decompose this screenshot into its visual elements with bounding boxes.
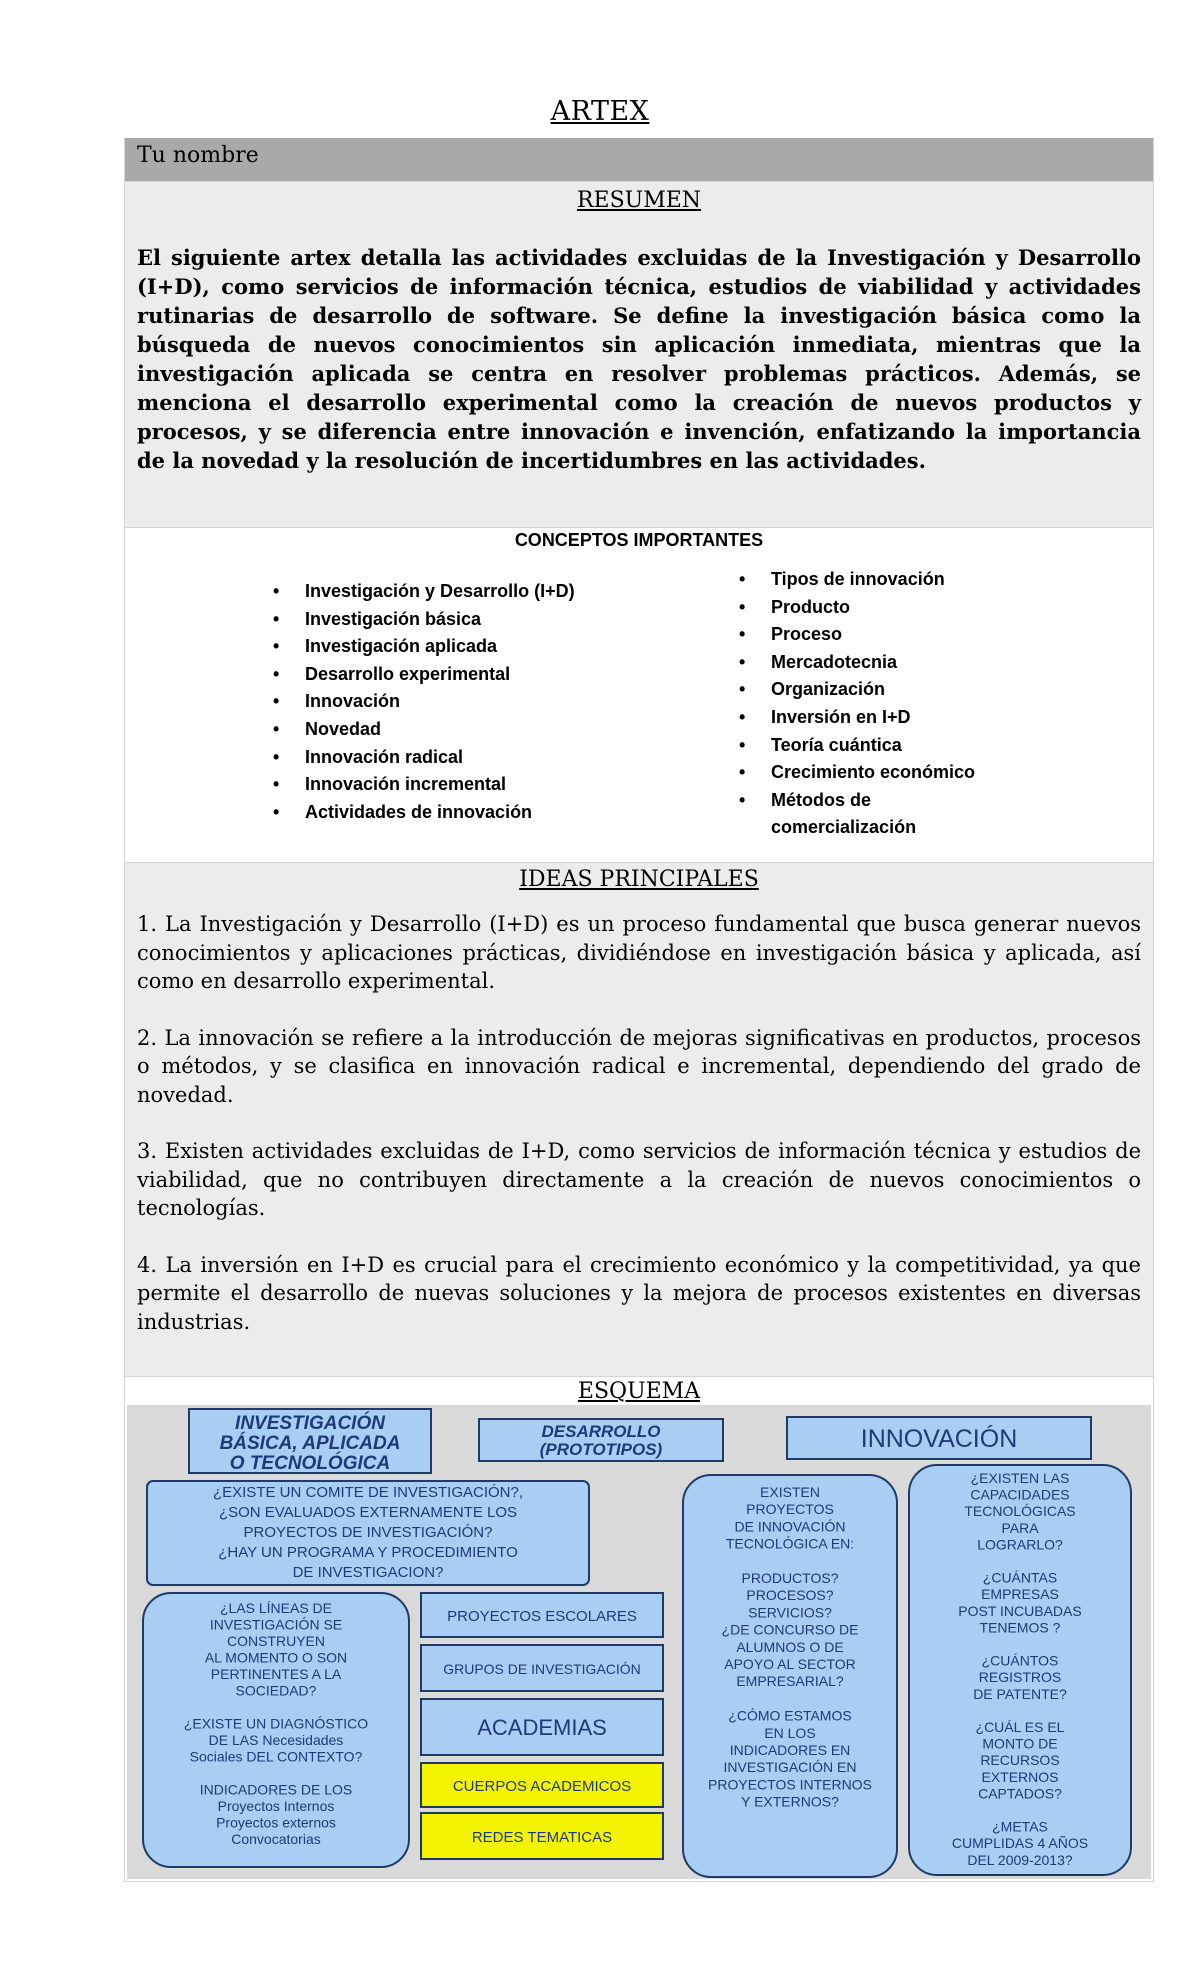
diagram-line: PRODUCTOS? xyxy=(741,1570,839,1586)
diagram-line: INVESTIGACIÓN SE xyxy=(209,1616,343,1633)
diagram-line: ¿DE CONCURSO DE xyxy=(721,1621,859,1638)
concept-item: • Actividades de innovación xyxy=(271,799,601,827)
diagram-line: Y EXTERNOS? xyxy=(741,1793,839,1810)
diagram-line: PROYECTOS INTERNOS xyxy=(708,1776,872,1793)
diagram-line: BÁSICA, APLICADA xyxy=(219,1433,401,1454)
diagram-line xyxy=(788,1690,792,1706)
concept-item: • Desarrollo experimental xyxy=(271,661,601,689)
mid-box-redes-tematicas-text: REDES TEMATICAS xyxy=(471,1829,613,1846)
esquema-heading: ESQUEMA xyxy=(577,1379,701,1404)
diagram-line: ¿EXISTE UN DIAGNÓSTICO xyxy=(183,1715,369,1732)
diagram-line: DEL 2009-2013? xyxy=(967,1851,1073,1868)
diagram-line: ¿EXISTE UN COMITE DE INVESTIGACIÓN?, xyxy=(212,1484,524,1501)
diagram-line: ¿EXISTEN LAS xyxy=(970,1470,1070,1486)
ideas-heading: IDEAS PRINCIPALES xyxy=(519,867,759,892)
concept-item: • Investigación y Desarrollo (I+D) xyxy=(271,578,601,606)
diagram-line: RECURSOS xyxy=(980,1752,1060,1769)
diagram-line: CAPTADOS? xyxy=(978,1785,1062,1802)
mid-box-grupos-investigacion-text: GRUPOS DE INVESTIGACIÓN xyxy=(443,1661,641,1677)
diagram-line: ¿LAS LÍNEAS DE xyxy=(219,1600,333,1616)
esquema-diagram xyxy=(127,1405,1151,1879)
diagram-line: INDICADORES EN xyxy=(729,1742,851,1758)
diagram-line: (PROTOTIPOS) xyxy=(539,1440,663,1459)
diagram-line: APOYO AL SECTOR xyxy=(724,1656,856,1672)
diagram-line: CUMPLIDAS 4 AÑOS xyxy=(951,1835,1089,1852)
diagram-line: ¿SON EVALUADOS EXTERNAMENTE LOS xyxy=(218,1504,518,1521)
diagram-line xyxy=(1018,1636,1022,1652)
concept-item: • Inversión en I+D xyxy=(737,704,997,732)
document-title: ARTEX xyxy=(550,96,650,127)
diagram-line: Proyectos externos xyxy=(216,1814,336,1831)
concept-item: • Crecimiento económico xyxy=(737,759,997,787)
ideas-section xyxy=(124,863,1154,1377)
diagram-line: Convocatorias xyxy=(231,1831,321,1847)
concept-item: • Proceso xyxy=(737,621,997,649)
conceptos-heading: CONCEPTOS IMPORTANTES xyxy=(514,530,764,550)
conceptos-list-left xyxy=(271,578,601,826)
diagram-line: INVESTIGACIÓN EN xyxy=(723,1759,857,1776)
diagram-line: INDICADORES DE LOS xyxy=(199,1781,353,1798)
diagram-line: PROYECTOS DE INVESTIGACIÓN? xyxy=(243,1524,493,1541)
diagram-line: DE INNOVACIÓN xyxy=(734,1518,846,1535)
diagram-line: TECNOLÓGICAS xyxy=(964,1503,1076,1520)
resumen-text: El siguiente artex detalla las actividades excluidas de la Investigación y Desarrollo (I+D), como servicios de información técnica, estudios de viabilidad y actividades rutinarias de desarrollo de software. Se define la investigación básica como la búsqueda de nuevos conocimientos sin aplicación inmediata, mientras que la investigación aplicada se centra en resolver problemas prácticos. Además, se menciona el desarrollo experimental como la creación de nuevos productos y procesos, y se diferencia entre innovación e invención, enfatizando la importancia de la novedad y la resolución de incertidumbres en las actividades. xyxy=(137,245,1141,473)
concept-item: • Organización xyxy=(737,676,997,704)
diagram-line xyxy=(1018,1553,1022,1569)
header-investigacion-text xyxy=(220,1412,401,1474)
diagram-line: ALUMNOS O DE xyxy=(736,1638,844,1655)
diagram-line: EN LOS xyxy=(764,1724,816,1741)
mid-box-proyectos-escolares-text: PROYECTOS ESCOLARES xyxy=(447,1608,637,1625)
diagram-line: ¿CÓMO ESTAMOS xyxy=(728,1707,852,1724)
idea-paragraph: 3. Existen actividades excluidas de I+D, como servicios de información técnica y estudios de viabilidad, que no contribuyen directamente a la creación de nuevos conocimientos o tecnologías. xyxy=(137,1139,1141,1220)
mid-box-cuerpos-academicos-text: CUERPOS ACADEMICOS xyxy=(452,1778,632,1795)
diagram-line: LOGRARLO? xyxy=(977,1536,1063,1553)
diagram-line: SOCIEDAD? xyxy=(235,1682,317,1699)
diagram-line: REGISTROS xyxy=(978,1669,1062,1686)
diagram-line: DE PATENTE? xyxy=(973,1685,1067,1702)
concept-item: • Innovación xyxy=(271,688,601,716)
conceptos-section xyxy=(124,528,1154,863)
diagram-line: PERTINENTES A LA xyxy=(210,1666,342,1682)
diagram-line: ¿CUÁNTAS xyxy=(982,1569,1058,1586)
concept-item: • Novedad xyxy=(271,716,601,744)
diagram-line xyxy=(274,1765,278,1781)
diagram-line xyxy=(1018,1802,1022,1818)
diagram-line: SERVICIOS? xyxy=(748,1604,832,1621)
concept-item: • Métodos de comercialización xyxy=(737,787,997,842)
diagram-line: Sociales DEL CONTEXTO? xyxy=(189,1748,363,1765)
diagram-line xyxy=(1018,1702,1022,1718)
diagram-line: DE INVESTIGACION? xyxy=(292,1564,444,1581)
concept-item: • Investigación aplicada xyxy=(271,633,601,661)
diagram-line: ¿CUÁNTOS xyxy=(981,1652,1059,1669)
diagram-line xyxy=(274,1699,278,1715)
esquema-section xyxy=(124,1377,1154,1882)
diagram-line: EXISTEN xyxy=(760,1484,820,1500)
diagram-line: TECNOLÓGICA EN: xyxy=(725,1535,855,1552)
concept-item: • Mercadotecnia xyxy=(737,649,997,677)
idea-paragraph: 1. La Investigación y Desarrollo (I+D) es un proceso fundamental que busca generar nuevos conocimientos y aplicaciones prácticas, dividiéndose en investigación básica y aplicada, así como en desarrollo experimental. xyxy=(137,912,1141,993)
diagram-line: ¿CUÁL ES EL xyxy=(975,1719,1065,1735)
concept-item: • Innovación incremental xyxy=(271,771,601,799)
diagram-line: O TECNOLÓGICA xyxy=(229,1453,391,1474)
diagram-line: AL MOMENTO O SON xyxy=(204,1649,348,1666)
diagram-line: EMPRESARIAL? xyxy=(736,1673,844,1690)
diagram-line: CONSTRUYEN xyxy=(226,1633,326,1649)
mid-box-academias-text: ACADEMIAS xyxy=(477,1715,607,1740)
diagram-line xyxy=(788,1553,792,1569)
diagram-line: ¿HAY UN PROGRAMA Y PROCEDIMIENTO xyxy=(218,1544,518,1561)
artex-table xyxy=(124,138,1154,1882)
name-field[interactable]: Tu nombre xyxy=(124,138,1154,182)
diagram-line: MONTO DE xyxy=(982,1735,1058,1752)
diagram-line: TENEMOS ? xyxy=(979,1619,1061,1636)
header-innovacion-text: INNOVACIÓN xyxy=(860,1425,1018,1453)
idea-paragraph: 2. La innovación se refiere a la introducción de mejoras significativas en productos, procesos o métodos, y se clasifica en innovación radical e incremental, dependiendo del grado de novedad. xyxy=(137,1025,1141,1107)
diagram-line: PROCESOS? xyxy=(746,1587,834,1604)
diagram-line: ¿METAS xyxy=(992,1818,1048,1835)
conceptos-list-right xyxy=(737,566,997,842)
idea-paragraph: 4. La inversión en I+D es crucial para el crecimiento económico y la competitividad, ya que permite el desarrollo de nuevas soluciones y la mejora de procesos existentes en diversas industrias. xyxy=(137,1252,1141,1334)
concept-item: • Teoría cuántica xyxy=(737,732,997,760)
concept-item: • Tipos de innovación xyxy=(737,566,997,594)
diagram-line: EXTERNOS xyxy=(981,1768,1059,1785)
diagram-line: PARA xyxy=(1001,1519,1039,1536)
diagram-line: Proyectos Internos xyxy=(217,1798,335,1814)
resumen-heading: RESUMEN xyxy=(576,188,702,213)
header-desarrollo-text xyxy=(540,1422,663,1459)
diagram-line: DE LAS Necesidades xyxy=(208,1732,344,1748)
diagram-line: POST INCUBADAS xyxy=(958,1602,1082,1619)
diagram-line: EMPRESAS xyxy=(981,1586,1059,1603)
concept-item: • Investigación básica xyxy=(271,606,601,634)
resumen-section xyxy=(124,182,1154,528)
concept-item: • Innovación radical xyxy=(271,744,601,772)
diagram-line: INVESTIGACIÓN xyxy=(235,1413,385,1434)
diagram-line: PROYECTOS xyxy=(746,1501,834,1518)
diagram-line: DESARROLLO xyxy=(541,1422,661,1441)
diagram-line: CAPACIDADES xyxy=(970,1486,1070,1503)
concept-item: • Producto xyxy=(737,594,997,622)
